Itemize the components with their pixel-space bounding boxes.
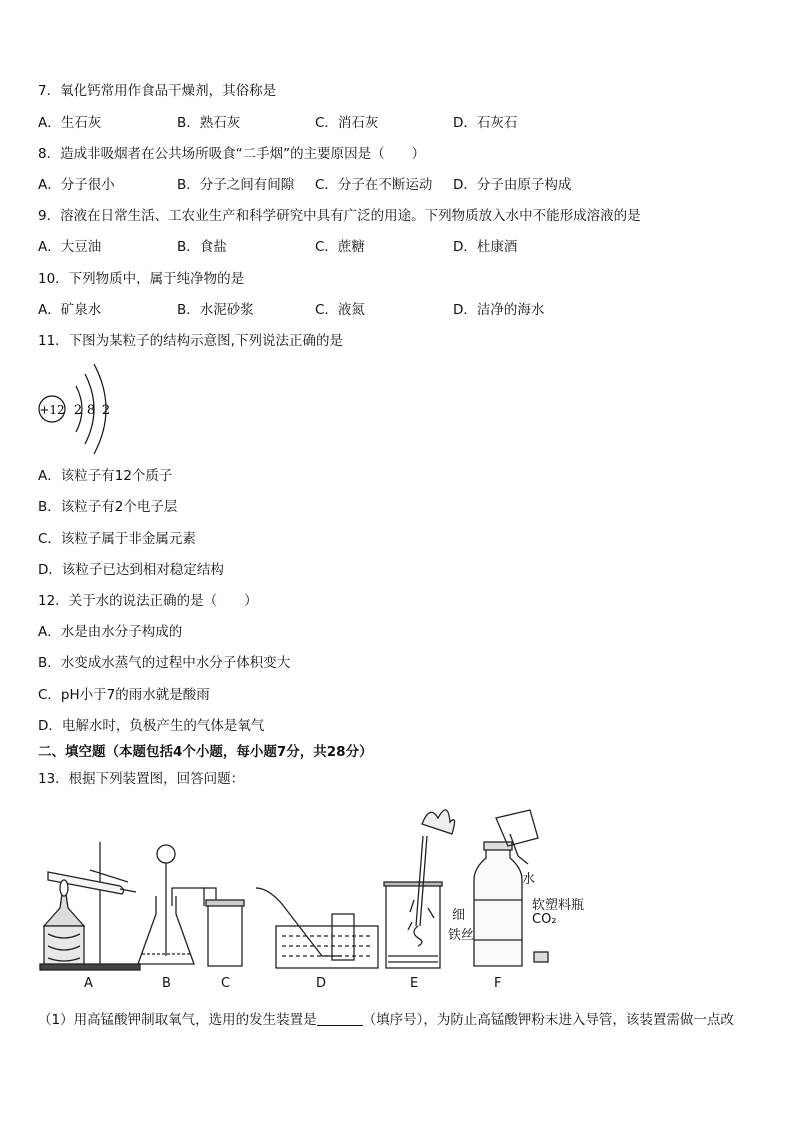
- q11-option-b: B．该粒子有2个电子层: [38, 499, 178, 515]
- apparatus-a: [40, 842, 140, 970]
- q10-option-b: B．水泥砂浆: [177, 302, 254, 318]
- q7-option-a: A．生石灰: [38, 115, 102, 131]
- shell-3-electrons: 2: [101, 403, 111, 418]
- figure-label-d: D: [316, 976, 327, 991]
- q9-option-c: C．蔗糖: [315, 239, 365, 255]
- q8-option-d: D．分子由原子构成: [453, 177, 572, 193]
- label-co2: CO₂: [532, 912, 557, 927]
- figure-label-f: F: [494, 976, 502, 991]
- apparatus-d: [256, 888, 378, 968]
- q7-stem: 7．氧化钙常用作食品干燥剂，其俗称是: [38, 83, 277, 99]
- q11-option-d: D．该粒子已达到相对稳定结构: [38, 562, 224, 578]
- label-thin: 细: [452, 908, 466, 923]
- label-iron-wire: 铁丝: [448, 928, 475, 943]
- q12-option-b: B．水变成水蒸气的过程中水分子体积变大: [38, 655, 291, 671]
- q12-option-a: A．水是由水分子构成的: [38, 624, 183, 640]
- figure-label-b: B: [162, 976, 171, 991]
- q9-stem: 9．溶液在日常生活、工农业生产和科学研究中具有广泛的用途。下列物质放入水中不能形成溶液的是: [38, 208, 641, 224]
- apparatus-b: [138, 845, 204, 964]
- q11-stem: 11．下图为某粒子的结构示意图,下列说法正确的是: [38, 333, 343, 349]
- q8-option-b: B．分子之间有间隙: [177, 177, 295, 193]
- answer-blank[interactable]: [317, 1011, 363, 1026]
- q13-sub1-text-b: （填序号），为防止高锰酸钾粉末进入导管，该装置需做一点改: [362, 1012, 734, 1028]
- q10-option-a: A．矿泉水: [38, 302, 102, 318]
- q12-stem: 12．关于水的说法正确的是（ ）: [38, 593, 258, 609]
- figure-label-e: E: [410, 976, 419, 991]
- q9-option-a: A．大豆油: [38, 239, 102, 255]
- q9-option-d: D．杜康酒: [453, 239, 518, 255]
- q7-option-b: B．熟石灰: [177, 115, 241, 131]
- q12-option-c: C．pH小于7的雨水就是酸雨: [38, 687, 210, 703]
- q13-sub1-text-a: （1）用高锰酸钾制取氧气，选用的发生装置是: [38, 1012, 317, 1028]
- q13-stem: 13．根据下列装置图，回答问题：: [38, 771, 245, 787]
- shell-2-electrons: 8: [86, 403, 96, 418]
- q10-option-d: D．洁净的海水: [453, 302, 545, 318]
- apparatus-f: [474, 810, 548, 966]
- section-2-title: 二、填空题（本题包括4个小题，每小题7分，共28分）: [38, 744, 373, 760]
- apparatus-figure: [38, 796, 758, 996]
- figure-label-a: A: [84, 976, 93, 991]
- q9-option-b: B．食盐: [177, 239, 227, 255]
- atom-structure-diagram: [38, 362, 128, 454]
- q8-option-a: A．分子很小: [38, 177, 115, 193]
- label-water: 水: [522, 872, 536, 887]
- q10-stem: 10．下列物质中，属于纯净物的是: [38, 271, 245, 287]
- q11-option-a: A．该粒子有12个质子: [38, 468, 173, 484]
- q7-option-c: C．消石灰: [315, 115, 379, 131]
- q8-option-c: C．分子在不断运动: [315, 177, 433, 193]
- q12-option-d: D．电解水时，负极产生的气体是氧气: [38, 718, 265, 734]
- q7-option-d: D．石灰石: [453, 115, 518, 131]
- label-plastic-bottle: 软塑料瓶: [532, 898, 585, 913]
- q13-sub1: [38, 1011, 734, 1029]
- apparatus-e: [384, 810, 455, 968]
- q10-option-c: C．液氮: [315, 302, 365, 318]
- q11-option-c: C．该粒子属于非金属元素: [38, 531, 196, 547]
- nucleus-charge: +12: [39, 403, 65, 417]
- figure-label-c: C: [221, 976, 231, 991]
- apparatus-c: [202, 888, 244, 966]
- q8-stem: 8．造成非吸烟者在公共场所吸食“二手烟”的主要原因是（ ）: [38, 146, 426, 162]
- shell-1-electrons: 2: [73, 403, 83, 418]
